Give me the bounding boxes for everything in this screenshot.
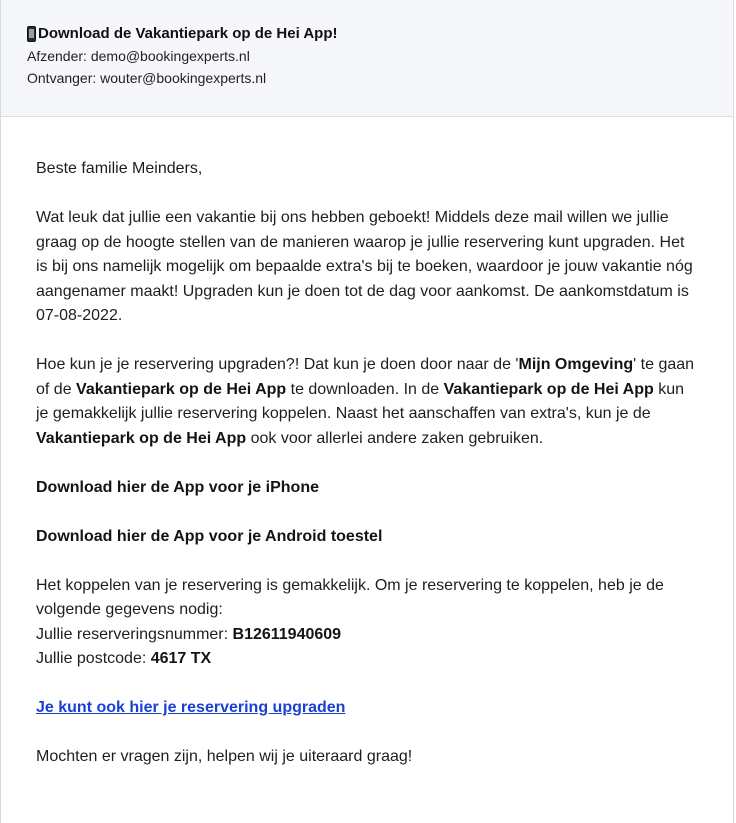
- how-text-5: ook voor allerlei andere zaken gebruiken.: [246, 429, 544, 447]
- app-name-1: Vakantiepark op de Hei App: [76, 380, 287, 398]
- mijn-omgeving-text: Mijn Omgeving: [518, 356, 634, 373]
- app-name-3: Vakantiepark op de Hei App: [36, 429, 247, 447]
- postcode-value: 4617 TX: [150, 650, 212, 667]
- mobile-phone-icon: [27, 26, 36, 42]
- sender-row: [27, 45, 733, 67]
- upgrade-how-paragraph: [36, 353, 699, 451]
- koppelen-intro: Het koppelen van je reservering is gemakkelijk. Om je reservering te koppelen, heb je de volgende gegevens nodig:: [36, 576, 664, 618]
- sender-address: demo@bookingexperts.nl: [90, 48, 250, 64]
- subject-text: Download de Vakantiepark op de Hei App!: [38, 25, 338, 42]
- email-meta: [27, 45, 733, 89]
- android-download-paragraph: [36, 525, 699, 550]
- iphone-download-paragraph: [36, 476, 699, 501]
- koppelen-paragraph: [36, 574, 699, 672]
- upgrade-link-paragraph: [36, 696, 699, 721]
- recipient-row: [27, 67, 733, 89]
- postcode-label: Jullie postcode:: [36, 650, 151, 667]
- how-text-4: kun je gemakkelijk jullie reservering koppelen. Naast het aanschaffen van extra's, kun je de: [36, 380, 685, 422]
- app-name-2: Vakantiepark op de Hei App: [443, 380, 654, 398]
- greeting: Beste familie Meinders,: [36, 160, 203, 177]
- reservation-label: Jullie reserveringsnummer:: [36, 625, 233, 643]
- upgrade-reservation-link[interactable]: Je kunt ook hier je reservering upgraden: [36, 699, 346, 716]
- android-download-link[interactable]: Download hier de App voor je Android toestel: [36, 527, 383, 545]
- how-text-2: ' te gaan of de: [36, 356, 695, 398]
- email-body: [1, 117, 733, 770]
- recipient-label: Ontvanger:: [27, 70, 97, 86]
- email-subject: [27, 24, 733, 44]
- email-header: [1, 0, 733, 117]
- recipient-address: wouter@bookingexperts.nl: [100, 70, 267, 86]
- how-text-1: Hoe kun je je reservering upgraden?! Dat kun je doen door naar de ': [36, 356, 519, 373]
- closing-paragraph: Mochten er vragen zijn, helpen wij je uiteraard graag!: [36, 748, 413, 765]
- sender-label: Afzender:: [27, 48, 87, 64]
- reservation-number: B12611940609: [232, 625, 342, 643]
- how-text-3: te downloaden. In de: [286, 380, 444, 398]
- intro-paragraph: Wat leuk dat jullie een vakantie bij ons hebben geboekt! Middels deze mail willen we jullie graag op de hoogte stellen van de manieren waarop je jullie reservering kunt upgraden. Het is bij ons namelijk mogelijk om bepaalde extra's bij te boeken, waardoor je jouw vakantie nóg aangenamer maakt! Upgraden kun je doen tot de dag voor aankomst. De aankomstdatum is 07-08-2022.: [36, 209, 693, 324]
- iphone-download-link[interactable]: Download hier de App voor je iPhone: [36, 478, 319, 496]
